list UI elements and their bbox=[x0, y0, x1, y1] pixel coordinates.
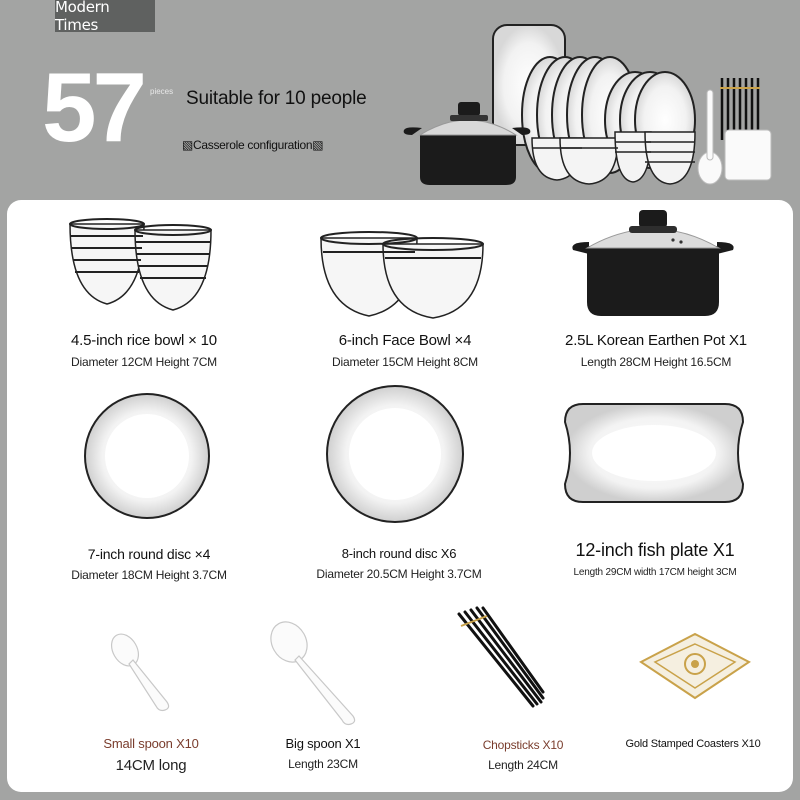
big-spoon-title: Big spoon X1 bbox=[285, 736, 361, 751]
big-spoon-size: Length 23CM bbox=[288, 757, 358, 771]
brand-label: Modern Times bbox=[55, 0, 155, 32]
rice-bowls-image bbox=[65, 214, 215, 314]
face-bowl-size: Diameter 15CM Height 8CM bbox=[332, 355, 478, 369]
chopsticks-title: Chopsticks X10 bbox=[482, 738, 564, 752]
eight-inch-disc-size: Diameter 20.5CM Height 3.7CM bbox=[316, 567, 482, 581]
big-spoon-item bbox=[286, 736, 361, 771]
eight-inch-disc-item bbox=[316, 546, 481, 581]
rice-bowl-size: Diameter 12CM Height 7CM bbox=[71, 355, 217, 369]
seven-inch-disc-title: 7-inch round disc ×4 bbox=[87, 546, 211, 562]
face-bowl-item bbox=[332, 332, 478, 369]
eight-inch-disc-image bbox=[325, 384, 465, 524]
gold-coaster-image bbox=[639, 632, 751, 700]
chopsticks-item bbox=[483, 738, 564, 772]
tableware-set-image bbox=[400, 20, 790, 195]
suitable-text: Suitable for 10 people bbox=[186, 88, 367, 109]
earthen-pot-title: 2.5L Korean Earthen Pot X1 bbox=[565, 332, 747, 349]
small-spoon-item bbox=[103, 736, 198, 774]
contents-card bbox=[7, 200, 793, 792]
earthen-pot-size: Length 28CM Height 16.5CM bbox=[580, 355, 732, 369]
rice-bowl-item bbox=[71, 332, 217, 369]
piece-count: 57 bbox=[42, 52, 144, 162]
small-spoon-size: 14CM long bbox=[115, 757, 187, 774]
coaster-title: Gold Stamped Coasters X10 bbox=[625, 738, 761, 750]
small-spoon-title: Small spoon X10 bbox=[103, 736, 199, 751]
big-spoon-image bbox=[265, 620, 361, 726]
eight-inch-disc-title: 8-inch round disc X6 bbox=[341, 546, 457, 561]
seven-inch-disc-size: Diameter 18CM Height 3.7CM bbox=[71, 568, 227, 582]
fish-plate-title: 12-inch fish plate X1 bbox=[575, 540, 735, 560]
face-bowl-title: 6-inch Face Bowl ×4 bbox=[338, 332, 472, 349]
fish-plate-image bbox=[563, 402, 745, 504]
fish-plate-size: Length 29CM width 17CM height 3CM bbox=[573, 567, 737, 578]
configuration-text: ▧Casserole configuration▧ bbox=[182, 138, 324, 152]
small-spoon-image bbox=[107, 630, 177, 714]
seven-inch-disc-image bbox=[83, 392, 211, 520]
seven-inch-disc-item bbox=[71, 546, 227, 582]
earthen-pot-item bbox=[565, 332, 747, 369]
coaster-item bbox=[625, 738, 760, 750]
earthen-pot-image bbox=[569, 208, 737, 320]
rice-bowl-title: 4.5-inch rice bowl × 10 bbox=[71, 332, 217, 349]
fish-plate-item bbox=[574, 540, 737, 578]
chopsticks-size: Length 24CM bbox=[488, 758, 558, 772]
face-bowls-image bbox=[317, 228, 487, 320]
chopsticks-image bbox=[453, 606, 545, 714]
piece-unit: pieces bbox=[150, 87, 174, 96]
